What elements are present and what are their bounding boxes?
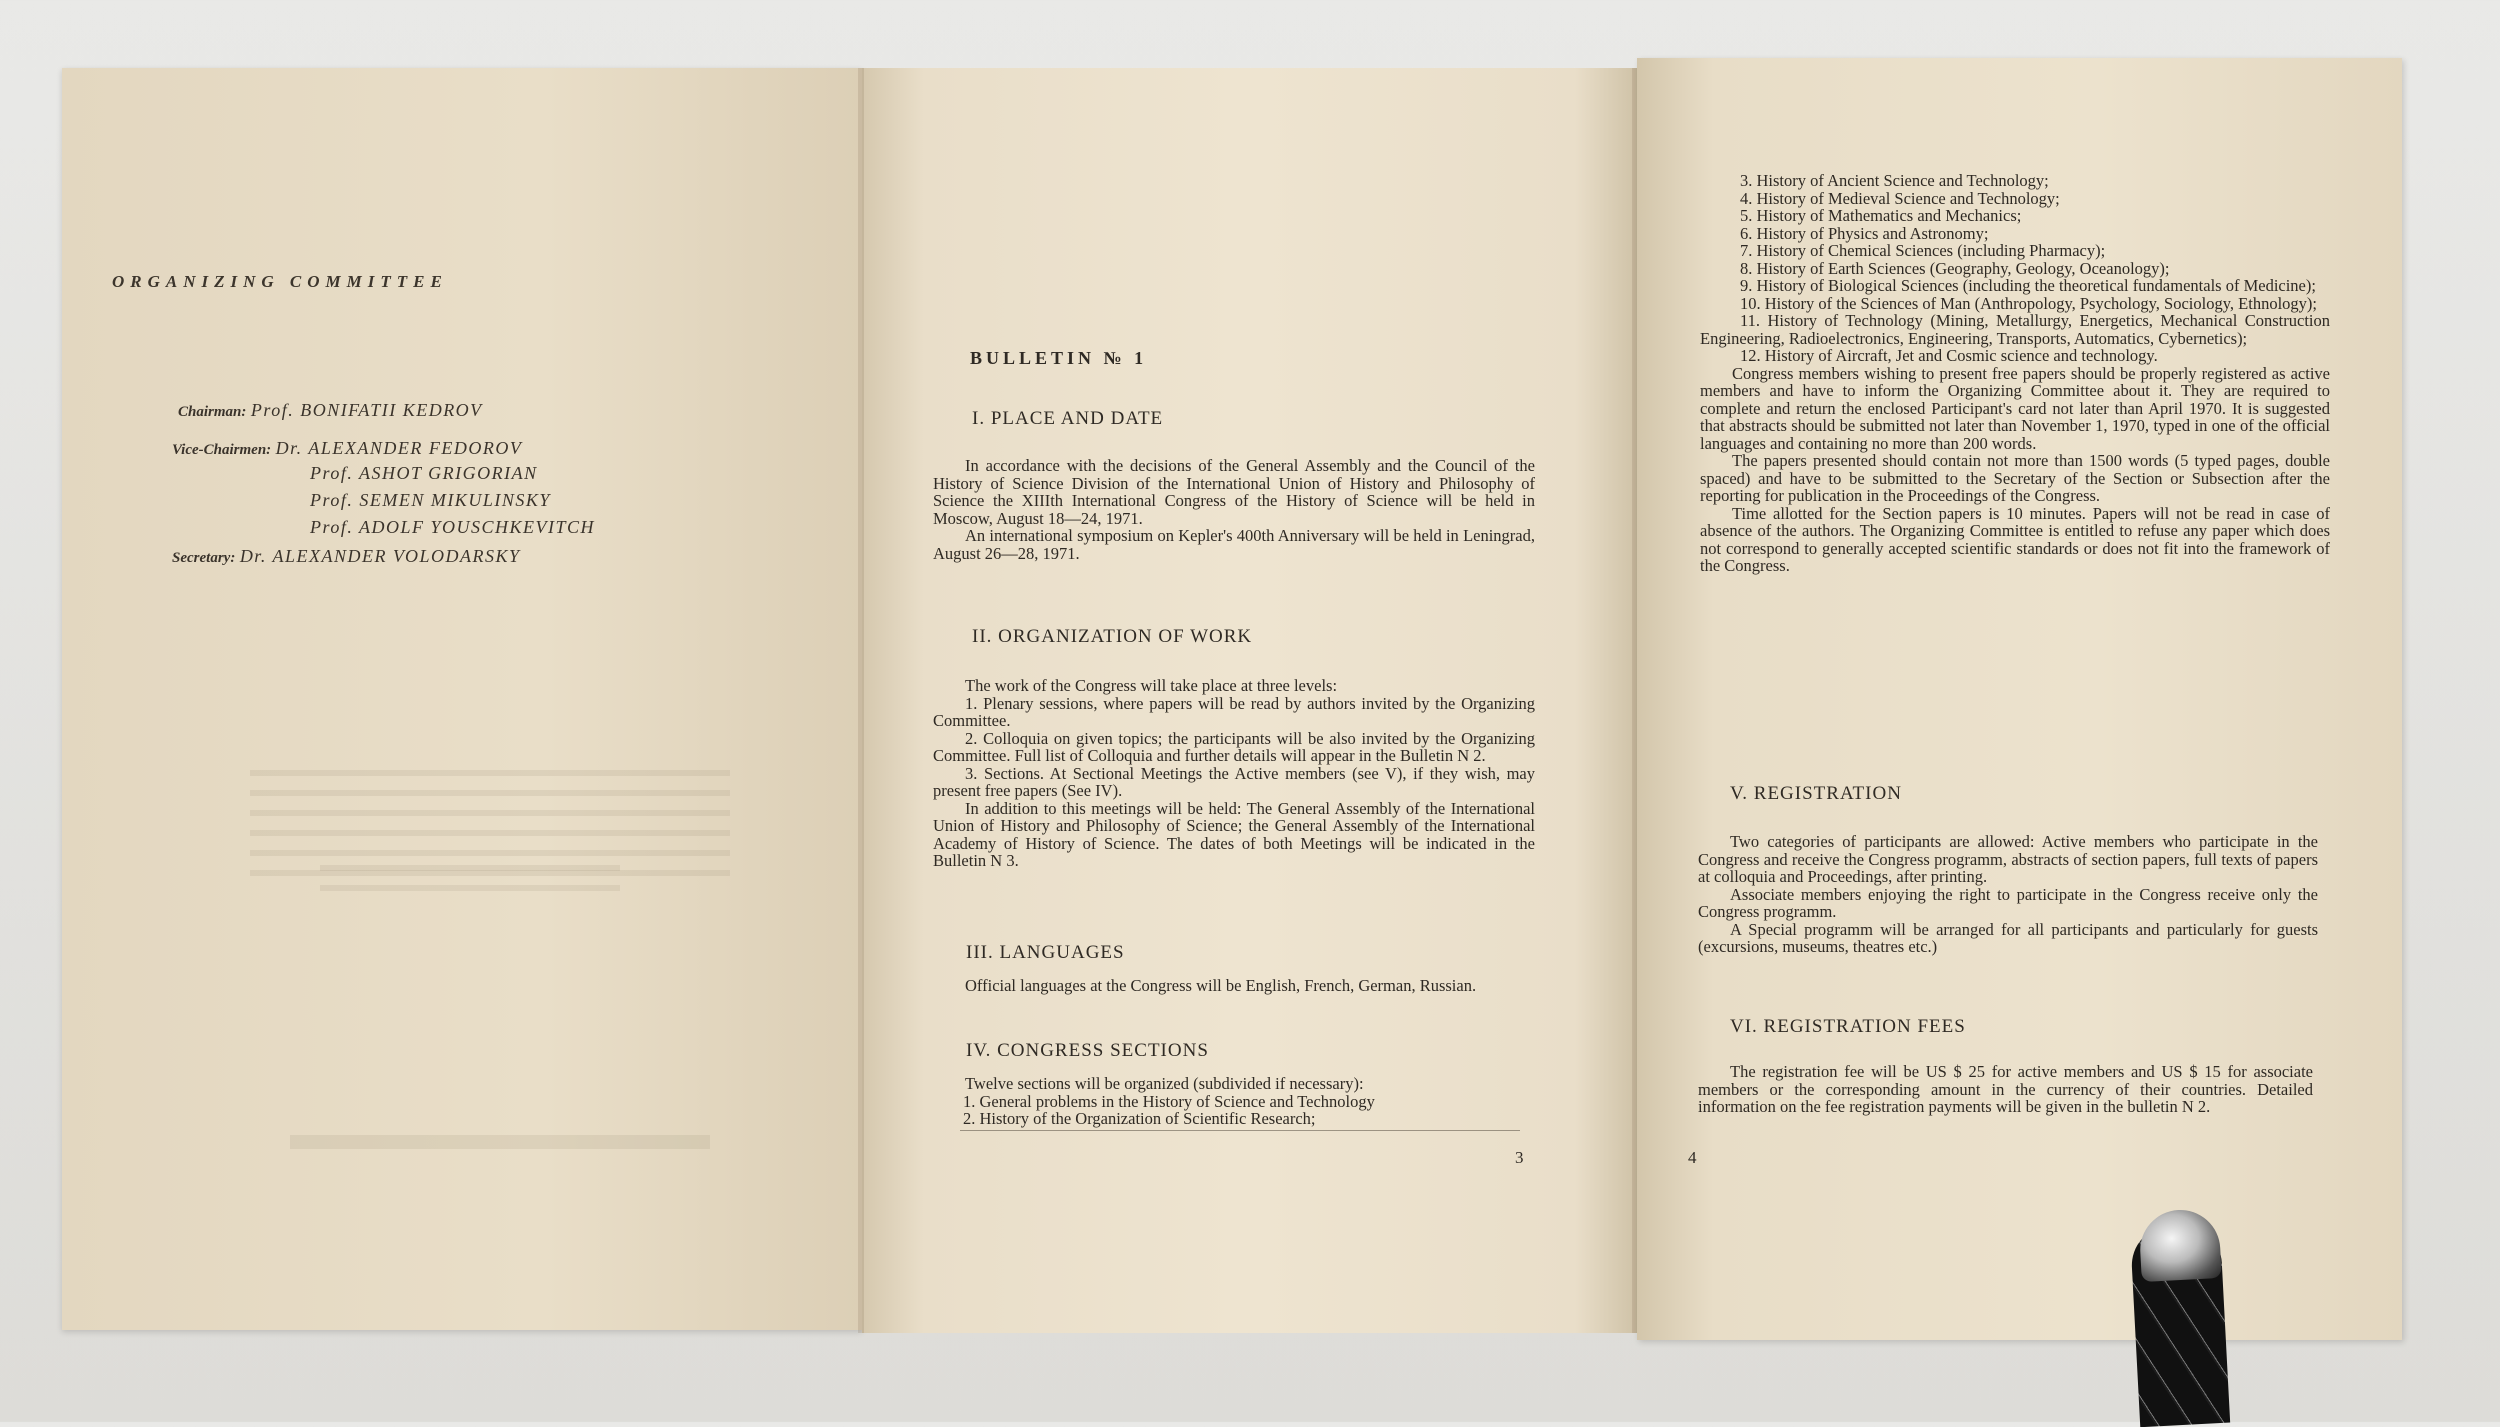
- paragraph: 3. Sections. At Sectional Meetings the Active members (see V), if they wish, may present free papers (See IV).: [933, 763, 1535, 800]
- section-list: [1700, 172, 2330, 575]
- vice-name-3: Prof. SEMEN MIKULINSKY: [310, 490, 551, 510]
- paragraph: Official languages at the Congress will be English, French, German, Russian.: [965, 976, 1477, 995]
- paragraph: 2. Colloquia on given topics; the participants will be also invited by the Organizing Committee. Full list of Colloquia and further details will appear in the Bulletin N 2.: [933, 728, 1535, 765]
- section-4-heading: IV. CONGRESS SECTIONS: [966, 1040, 1209, 1061]
- vice-name-2: Prof. ASHOT GRIGORIAN: [310, 463, 538, 483]
- section-5-heading: V. REGISTRATION: [1730, 783, 1902, 804]
- vice-name-1: Dr. ALEXANDER FEDOROV: [275, 438, 523, 458]
- list-item: 4. History of Medieval Science and Technology;: [1740, 188, 2060, 208]
- paragraph: Congress members wishing to present free papers should be properly registered as active members and have to inform the Organizing Committee about it. They are required to complete and return the enclosed Participant's card not later than April 1970. It is suggested that abstracts should be submitted not later than November 1, 1970, typed in one of the official languages and containing no more than 200 words.: [1700, 363, 2330, 453]
- list-item: 12. History of Aircraft, Jet and Cosmic science and technology.: [1740, 346, 2158, 365]
- section-1-text: [933, 457, 1535, 562]
- section-3-heading: III. LANGUAGES: [966, 942, 1125, 963]
- secretary-role: Secretary:: [172, 550, 236, 566]
- list-item: 6. History of Physics and Astronomy;: [1740, 223, 1989, 243]
- paragraph: Associate members enjoying the right to participate in the Congress receive only the Congress programm.: [1698, 884, 2318, 921]
- section-6-heading: VI. REGISTRATION FEES: [1730, 1016, 1966, 1037]
- committee-title: ORGANIZING COMMITTEE: [112, 272, 448, 291]
- section-2-heading: II. ORGANIZATION OF WORK: [972, 626, 1253, 647]
- secretary-line: [172, 546, 520, 567]
- paragraph: The work of the Congress will take place at three levels:: [965, 676, 1338, 695]
- paragraph: A Special programm will be arranged for all participants and particularly for guests (excursions, museums, theatres etc.): [1698, 919, 2318, 956]
- paragraph: In addition to this meetings will be held: The General Assembly of the International Union of History and Philosophy of Science; the General Assembly of the International Academy of History of Science. The dates of both Meetings will be indicated in the Bulletin N 3.: [933, 798, 1535, 870]
- section-6-text: [1698, 1063, 2313, 1116]
- vice-chairman-line: [172, 438, 522, 459]
- page-number-3: 3: [1515, 1148, 1524, 1167]
- chairman-role: Chairman:: [178, 404, 247, 420]
- show-through-block: [290, 1135, 710, 1149]
- list-item: 10. History of the Sciences of Man (Anthropology, Psychology, Sociology, Ethnology);: [1740, 293, 2317, 313]
- bulletin-title: BULLETIN № 1: [970, 348, 1148, 368]
- chairman-name: Prof. BONIFATII KEDROV: [250, 400, 483, 420]
- secretary-name: Dr. ALEXANDER VOLODARSKY: [239, 546, 521, 566]
- page-fold: [858, 68, 864, 1333]
- paragraph: Two categories of participants are allowed: Active members who participate in the Congress and receive the Congress programm, abstracts of section papers, full texts of papers at colloquia and Proceedings, after printing.: [1698, 832, 2318, 886]
- list-item: 3. History of Ancient Science and Technology;: [1740, 171, 2049, 190]
- list-item: 7. History of Chemical Sciences (including Pharmacy);: [1740, 241, 2106, 260]
- paragraph: In accordance with the decisions of the General Assembly and the Council of the History of Science Division of the International Union of History and Philosophy of Science the XIIIth International Congress of the History of Science will be held in Moscow, August 18—24, 1971.: [933, 456, 1535, 528]
- list-item: 5. History of Mathematics and Mechanics;: [1740, 206, 2022, 225]
- show-through-block: [320, 865, 620, 905]
- show-through-block: [250, 770, 730, 880]
- divider-line: [960, 1130, 1520, 1131]
- section-3-text: [933, 977, 1535, 995]
- section-2-text: [933, 677, 1535, 870]
- section-4-text: [933, 1075, 1535, 1128]
- vice-role: Vice-Chairmen:: [172, 442, 272, 458]
- paragraph: The registration fee will be US $ 25 for active members and US $ 15 for associate members or the corresponding amount in the currency of their countries. Detailed information on the fee registration payments will be given in the bulletin N 2.: [1698, 1062, 2313, 1116]
- paragraph: Time allotted for the Section papers is 10 minutes. Papers will not be read in case of absence of the authors. The Organizing Committee is entitled to refuse any paper which does not correspond to generally accepted scientific standards or does not fit into the framework of the Congress.: [1700, 503, 2330, 575]
- paragraph: The papers presented should contain not more than 1500 words (5 typed pages, double spaced) and have to be submitted to the Secretary of the Section or Subsection after the reporting for publication in the Proceedings of the Congress.: [1700, 451, 2330, 505]
- section-5-text: [1698, 833, 2318, 956]
- list-item: 9. History of Biological Sciences (including the theoretical fundamentals of Medicine);: [1740, 276, 2316, 295]
- page-number-4: 4: [1688, 1148, 1697, 1167]
- paragraph: An international symposium on Kepler's 400th Anniversary will be held in Leningrad, August 26—28, 1971.: [933, 526, 1535, 563]
- list-item: 8. History of Earth Sciences (Geography, Geology, Oceanology);: [1740, 258, 2170, 278]
- list-item: 1. General problems in the History of Science and Technology: [963, 1091, 1375, 1111]
- list-item: 2. History of the Organization of Scientific Research;: [963, 1109, 1316, 1128]
- paragraph: 1. Plenary sessions, where papers will be read by authors invited by the Organizing Committee.: [933, 693, 1535, 730]
- vice-name-4: Prof. ADOLF YOUSCHKEVITCH: [310, 517, 596, 537]
- section-1-heading: I. PLACE AND DATE: [972, 408, 1164, 429]
- paragraph: Twelve sections will be organized (subdivided if necessary):: [965, 1074, 1364, 1093]
- list-item: 11. History of Technology (Mining, Metallurgy, Energetics, Mechanical Construction Engineering, Radioelectronics, Engineering, Transports, Automatics, Cybernetics);: [1700, 311, 2330, 348]
- chairman-line: [178, 400, 483, 421]
